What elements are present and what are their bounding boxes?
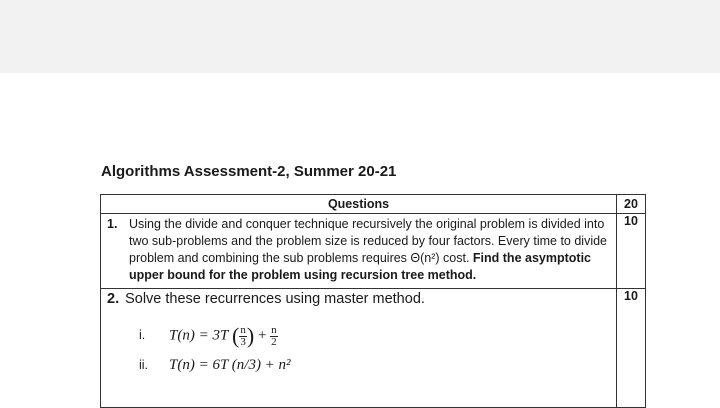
fraction-numerator: n	[240, 323, 246, 336]
top-gray-band	[0, 0, 720, 73]
plus-sign: +	[257, 327, 267, 344]
total-marks-header: 20	[617, 195, 646, 214]
question-1-bold-text: Find the asymptotic upper bound for the problem using recursion tree method.	[129, 251, 591, 282]
question-1-cell	[101, 214, 617, 289]
question-1-number: 1.	[107, 217, 118, 231]
question-1-marks: 10	[617, 214, 646, 289]
fraction-n-over-2	[270, 325, 278, 348]
left-paren: (	[232, 323, 240, 348]
right-paren: )	[246, 323, 255, 348]
recurrence-ii-expr: T(n) = 6T (n/3) + n²	[169, 357, 291, 373]
table-header-row	[101, 195, 646, 214]
questions-table	[100, 194, 646, 408]
question-1-text	[129, 216, 612, 284]
question-1-body: Using the divide and conquer technique recursively the original problem is divided into two sub-problems and the problem size is reduced by four factors. Every time to divide problem and combining the sub problems requires Θ(n²) cost.	[129, 217, 607, 265]
question-row-2	[101, 289, 646, 408]
fraction-n-over-3	[239, 325, 247, 348]
recurrence-ii	[139, 357, 291, 374]
recurrence-ii-label: ii.	[139, 358, 149, 372]
fraction-denominator: 3	[240, 335, 246, 348]
fraction-denominator: 2	[271, 335, 277, 348]
question-2-text: Solve these recurrences using master method.	[125, 291, 425, 307]
question-2-marks: 10	[617, 289, 646, 408]
question-row-1	[101, 214, 646, 289]
recurrence-i	[139, 323, 278, 349]
question-2-title	[107, 290, 425, 308]
questions-header: Questions	[101, 195, 617, 214]
document-title: Algorithms Assessment-2, Summer 20-21	[101, 163, 397, 180]
recurrence-i-lhs: T(n) = 3T	[169, 327, 229, 344]
fraction-numerator: n	[271, 323, 277, 336]
question-2-number: 2.	[107, 291, 120, 307]
recurrence-i-label: i.	[139, 328, 146, 343]
question-2-cell	[101, 289, 617, 408]
